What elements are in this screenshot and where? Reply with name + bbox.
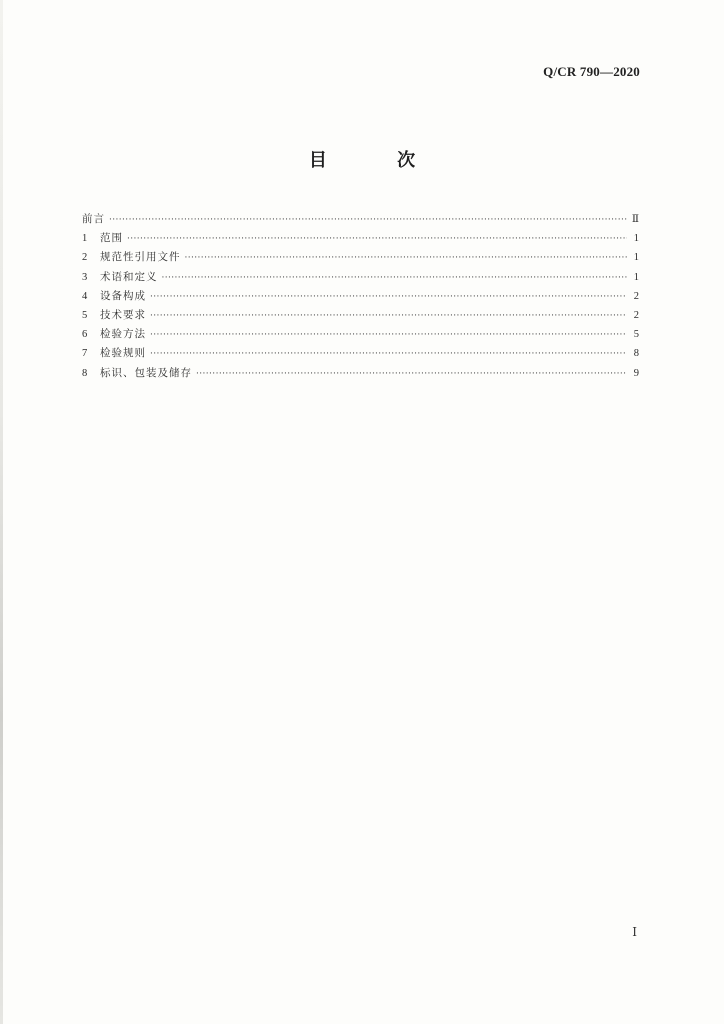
toc-entry-terms-definitions[interactable] [82,268,639,287]
toc-entry-text: 标识、包装及储存 [100,366,192,379]
toc-entry-technical-requirements[interactable] [82,306,639,325]
toc-entry-inspection-rules[interactable] [82,344,639,363]
toc-entry-foreword[interactable] [82,210,639,229]
toc-entry-text: 范围 [100,232,123,245]
toc-entry-number: 1 [82,233,88,245]
toc-entry-text: 术语和定义 [100,270,158,283]
table-of-contents [82,210,639,383]
toc-leader-dots [150,345,627,364]
toc-entry-normative-references[interactable] [82,248,639,267]
toc-entry-page: 8 [633,348,639,360]
toc-entry-page: 9 [633,367,639,379]
toc-entry-text: 设备构成 [100,289,146,302]
toc-leader-dots [162,269,628,288]
toc-leader-dots [127,230,627,249]
toc-entry-text: 检验规则 [100,347,146,360]
toc-entry-text: 规范性引用文件 [100,251,181,264]
toc-leader-dots [150,307,627,326]
toc-leader-dots [150,288,627,307]
toc-entry-number: 8 [82,367,88,379]
toc-entry-text: 前言 [82,213,105,225]
toc-entry-number: 3 [82,271,88,283]
toc-entry-page: 2 [633,309,639,321]
toc-entry-number: 6 [82,329,88,341]
toc-leader-dots [196,365,627,384]
toc-entry-scope[interactable] [82,229,639,248]
toc-entry-page: 2 [633,290,639,302]
toc-entry-page: Ⅱ [631,214,639,225]
toc-entry-equipment-composition[interactable] [82,287,639,306]
toc-entry-number: 4 [82,290,88,302]
toc-entry-page: 1 [633,233,639,245]
toc-entry-text: 检验方法 [100,328,146,341]
toc-entry-page: 1 [633,252,639,264]
toc-entry-marking-packaging-storage[interactable] [82,364,639,383]
toc-entry-number: 2 [82,252,88,264]
page-title: 目 次 [308,150,448,171]
toc-entry-number: 7 [82,348,88,360]
toc-entry-number: 5 [82,309,88,321]
toc-entry-text: 技术要求 [100,308,146,321]
page-number: Ⅰ [632,925,637,939]
toc-entry-page: 1 [633,271,639,283]
toc-entry-page: 5 [633,329,639,341]
toc-entry-test-methods[interactable] [82,325,639,344]
toc-leader-dots [150,326,627,345]
toc-leader-dots [109,211,627,230]
standard-code: Q/CR 790—2020 [543,64,640,79]
toc-leader-dots [185,249,628,268]
